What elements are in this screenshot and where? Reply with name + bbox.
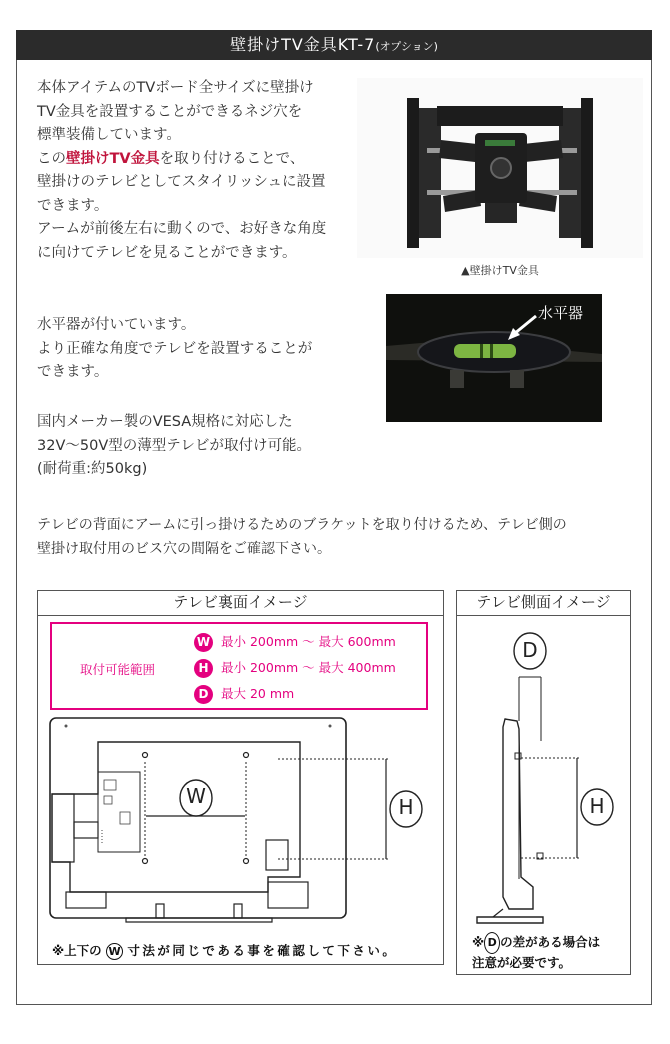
back-view-note bbox=[52, 941, 397, 960]
range-row-text: 最小 200mm ～ 最大 600mm bbox=[221, 634, 396, 649]
w-dimension-label: W bbox=[186, 784, 206, 808]
spirit-level-photo bbox=[386, 294, 602, 422]
intro-line: アームが前後左右に動くので、お好きな角度 bbox=[37, 221, 327, 237]
vesa-line: (耐荷重:約50kg) bbox=[37, 461, 148, 477]
mounting-range-box bbox=[50, 622, 428, 710]
note-text: の差がある場合は bbox=[500, 934, 601, 950]
d-marker: D bbox=[194, 685, 213, 704]
range-row-h bbox=[194, 658, 396, 678]
intro-line: 標準装備しています。 bbox=[37, 127, 181, 143]
bracket-note-line: テレビの背面にアームに引っ掛けるためのブラケットを取り付けるため、テレビ側の bbox=[37, 517, 567, 533]
h-dimension-label: H bbox=[589, 794, 605, 818]
tv-back-diagram bbox=[38, 712, 443, 932]
vesa-paragraph bbox=[37, 411, 311, 482]
level-line: より正確な角度でテレビを設置することが bbox=[37, 340, 313, 357]
intro-paragraph bbox=[37, 77, 326, 265]
note-text: ※上下の bbox=[52, 943, 102, 958]
w-note-marker: W bbox=[106, 943, 123, 960]
tv-side-diagram bbox=[457, 617, 630, 929]
header-subtitle: (オプション) bbox=[375, 40, 438, 53]
vesa-line: 32V～50V型の薄型テレビが取付け可能。 bbox=[37, 437, 311, 454]
d-note-marker: D bbox=[484, 932, 500, 954]
level-line: できます。 bbox=[37, 364, 109, 380]
range-row-w bbox=[194, 632, 396, 652]
range-row-d bbox=[194, 684, 294, 704]
highlight-text: 壁掛けTV金具 bbox=[66, 150, 160, 167]
vesa-line: 国内メーカー製のVESA規格に対応した bbox=[37, 414, 293, 430]
h-marker: H bbox=[194, 659, 213, 678]
level-line: 水平器が付いています。 bbox=[37, 317, 196, 333]
photo-caption: ▲壁掛けTV金具 bbox=[461, 264, 539, 277]
intro-text: この bbox=[37, 150, 66, 167]
side-view-note bbox=[472, 932, 600, 972]
intro-line: TV金具を設置することができるネジ穴を bbox=[37, 103, 303, 120]
side-view-title: テレビ側面イメージ bbox=[457, 590, 630, 616]
range-label: 取付可能範囲 bbox=[80, 662, 156, 677]
bracket-note-line: 壁掛け取付用のビス穴の間隔をご確認下さい。 bbox=[37, 540, 331, 557]
level-paragraph bbox=[37, 314, 312, 385]
note-text: 注意が必要です。 bbox=[472, 955, 572, 970]
intro-line: できます。 bbox=[37, 197, 109, 214]
range-row-text: 最小 200mm ～ 最大 400mm bbox=[221, 660, 396, 675]
intro-line: に向けてテレビを見ることができます。 bbox=[37, 244, 297, 261]
w-marker: W bbox=[194, 633, 213, 652]
intro-text: を取り付けることで、 bbox=[159, 150, 305, 167]
range-row-text: 最大 20 mm bbox=[221, 686, 295, 701]
section-header bbox=[16, 30, 652, 60]
intro-line: 本体アイテムのTVボード全サイズに壁掛け bbox=[37, 80, 314, 96]
bracket-note-paragraph bbox=[37, 514, 567, 561]
header-title: 壁掛けTV金具KT-7 bbox=[230, 35, 376, 54]
intro-line: 壁掛けのテレビとしてスタイリッシュに設置 bbox=[37, 174, 326, 190]
note-text: 寸法が同じである事を確認して下さい。 bbox=[127, 943, 398, 958]
h-dimension-label: H bbox=[398, 795, 414, 819]
note-text: ※ bbox=[472, 934, 485, 950]
back-view-title: テレビ裏面イメージ bbox=[38, 590, 443, 616]
intro-line bbox=[37, 148, 326, 172]
d-dimension-label: D bbox=[522, 638, 538, 662]
level-photo-label: 水平器 bbox=[538, 304, 584, 322]
wall-mount-bracket-photo bbox=[357, 78, 643, 258]
